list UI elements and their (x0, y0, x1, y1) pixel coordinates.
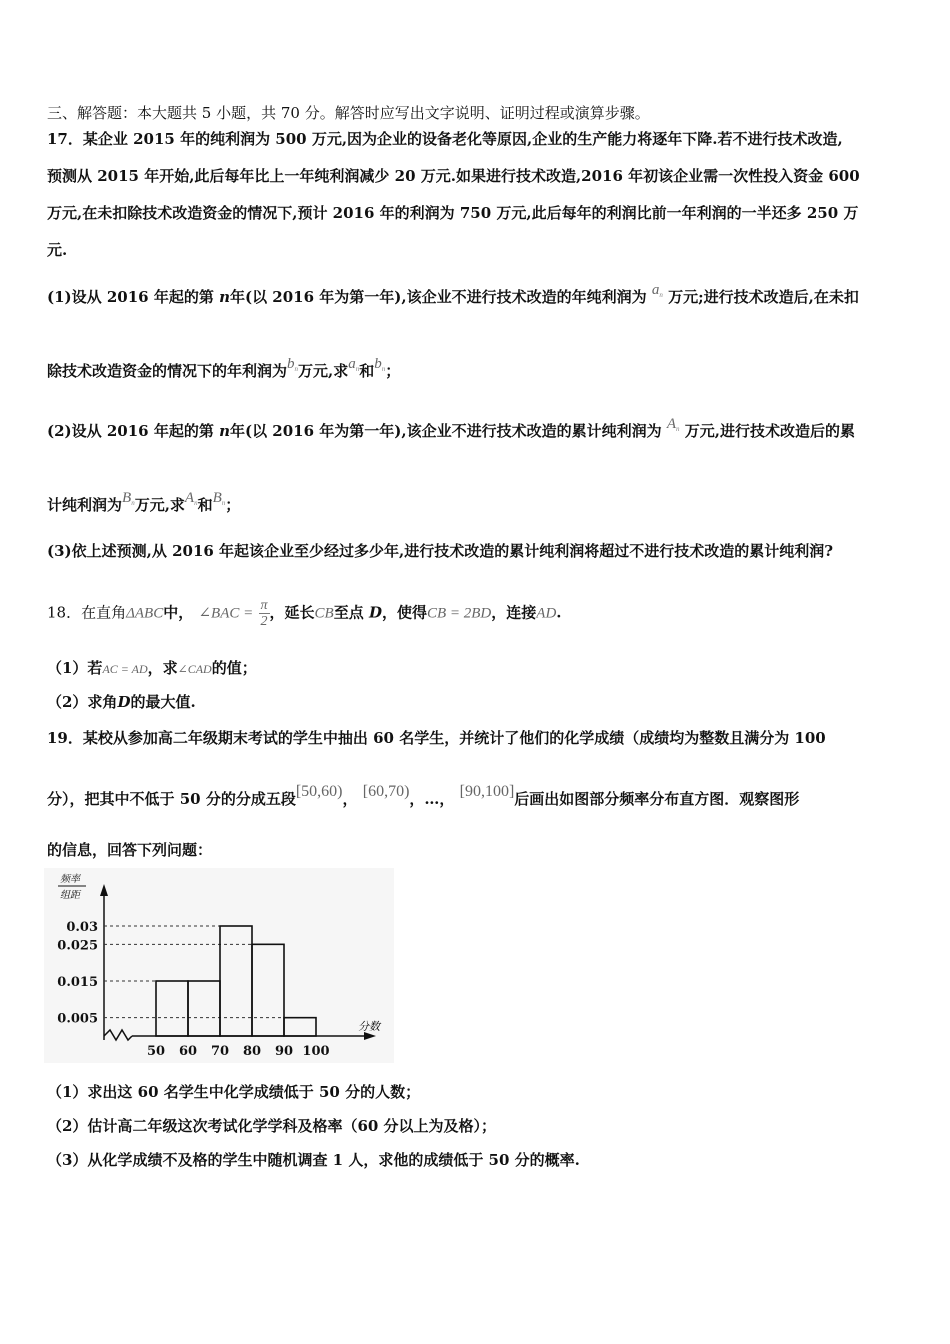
q19-sub1: （1）求出这 60 名学生中化学成绩低于 50 分的人数； (47, 1083, 421, 1101)
q18-sub2-text-b: 的最大值. (130, 693, 196, 711)
y-tick-0.005: 0.005 (57, 1011, 98, 1027)
math-B-n: $B_n$ (122, 490, 135, 507)
q19-text-b: 后画出如图部分频率分布直方图．观察图形 (514, 790, 800, 808)
q18-sub1-text-b: ，求 (147, 659, 178, 677)
q19-sub3: （3）从化学成绩不及格的学生中随机调查 1 人，求他的成绩低于 50 分的概率. (47, 1151, 580, 1169)
x-tick-100: 100 (302, 1044, 330, 1059)
q18-text-g: . (556, 603, 562, 622)
q17-line-2: 预测从 2015 年开始,此后每年比上一年纯利润减少 20 万元.如果进行技术改造,2016 年初该企业需一次性投入资金 600 (47, 167, 860, 185)
y-tick-0.03: 0.03 (66, 920, 98, 935)
math-ac-eq-ad: AC = AD (102, 662, 148, 676)
math-cb: CB (314, 605, 334, 622)
variable-n: n (219, 288, 230, 306)
q18-sub1-text-c: 的值； (211, 659, 257, 677)
x-tick-50: 50 (146, 1044, 166, 1059)
q18-sub1 (47, 658, 257, 679)
q19-line-3: 的信息，回答下列问题： (47, 841, 213, 859)
q18-sub2-text-a: （2）求角 (47, 693, 118, 711)
q17-part2-text-a: (2)设从 2016 年起的第 (47, 422, 214, 440)
q19-comma: ， (342, 790, 358, 808)
math-A-n: $A_n$ (666, 416, 680, 433)
math-a-n: $a_n$ (651, 282, 663, 299)
q18-stem (47, 598, 562, 629)
math-B-n-2: $B_n$ (212, 490, 226, 507)
q17-line-3: 万元,在未扣除技术改造资金的情况下,预计 2016 年的利润为 750 万元,此后每年的利润比前一年利润的一半还多 250 万 (47, 204, 859, 222)
math-cb-eq-2bd: CB = 2BD (426, 605, 492, 622)
y-axis-label-bottom: 组距 (60, 890, 80, 901)
q19-ellipsis: ，…， (409, 790, 455, 808)
point-d: D (368, 603, 382, 622)
q18-sub2 (47, 692, 196, 712)
q17-part2-line-1 (47, 416, 855, 447)
y-axis-label-top: 频率 (60, 874, 80, 885)
math-angle-cad: ∠CAD (177, 662, 212, 676)
q17-part1-line-1 (47, 282, 859, 313)
x-tick-70: 70 (210, 1044, 230, 1059)
q17-part1-and: 和 (359, 362, 375, 380)
q19-text-a: 分），把其中不低于 50 分的分成五段 (47, 790, 296, 808)
x-tick-80: 80 (242, 1044, 262, 1059)
x-tick-90: 90 (274, 1044, 294, 1059)
q19-line-2 (47, 783, 800, 810)
q18-text-e: ，使得 (381, 603, 427, 622)
q17-part2-semicolon: ； (225, 496, 241, 514)
histogram-background (44, 868, 394, 1063)
q18-sub1-text-a: （1）若 (47, 659, 103, 677)
frequency-histogram (44, 868, 394, 1063)
math-triangle-abc: ΔABC (126, 605, 164, 622)
math-A-n-2: $A_n$ (184, 490, 198, 507)
variable-n-2: n (219, 422, 230, 440)
interval-90-100: [90,100] (459, 783, 515, 800)
q17-part1-text-c: 万元;进行技术改造后,在未扣 (668, 288, 859, 306)
q17-part1-text-e: 万元,求 (298, 362, 349, 380)
math-fraction-pi-over-2: $\frac{\pi}{2}$ (260, 598, 268, 629)
q17-part2-line-2 (47, 490, 241, 521)
math-angle-bac: ∠BAC = (198, 605, 254, 622)
q17-part1-text-d: 除技术改造资金的情况下的年利润为 (47, 362, 288, 380)
q17-part2-text-e: 万元,求 (134, 496, 185, 514)
q19-line-1: 19．某校从参加高二年级期末考试的学生中抽出 60 名学生，并统计了他们的化学成绩（成绩均为整数且满分为 100 (47, 729, 826, 747)
q17-part1-text-a: (1)设从 2016 年起的第 (47, 288, 214, 306)
q17-part2-text-d: 计纯利润为 (47, 496, 123, 514)
q17-line-4: 元. (47, 241, 68, 259)
math-b-n-2: $b_n$ (374, 356, 386, 373)
math-b-n: $b_n$ (287, 356, 299, 373)
q17-part1-semicolon: ； (385, 362, 401, 380)
q17-part1-text-b: 年(以 2016 年为第一年),该企业不进行技术改造的年纯利润为 (229, 288, 647, 306)
q17-part2-text-c: 万元,进行技术改造后的累 (684, 422, 855, 440)
math-a-n-2: $a_n$ (348, 356, 360, 373)
q18-text-d: 至点 (333, 603, 364, 622)
q17-part1-line-2 (47, 356, 401, 387)
section-header: 三、解答题：本大题共 5 小题，共 70 分。解答时应写出文字说明、证明过程或演算步骤。 (47, 104, 650, 122)
q18-text-a: 18．在直角 (47, 603, 127, 622)
q17-part2-text-b: 年(以 2016 年为第一年),该企业不进行技术改造的累计纯利润为 (229, 422, 662, 440)
q18-text-b: 中， (163, 603, 194, 622)
q19-sub2: （2）估计高二年级这次考试化学学科及格率（60 分以上为及格）； (47, 1117, 497, 1135)
y-tick-0.025: 0.025 (57, 938, 98, 954)
q18-text-c: ，延长 (269, 603, 315, 622)
x-tick-60: 60 (178, 1044, 198, 1059)
q17-part2-and: 和 (197, 496, 213, 514)
math-ad: AD (536, 605, 557, 622)
y-tick-0.015: 0.015 (57, 975, 98, 990)
q17-line-1: 17．某企业 2015 年的纯利润为 500 万元,因为企业的设备老化等原因,企业的生产能力将逐年下降.若不进行技术改造, (47, 130, 843, 148)
interval-60-70: [60,70) (362, 783, 410, 800)
q17-part3: (3)依上述预测,从 2016 年起该企业至少经过多少年,进行技术改造的累计纯利润将超过不进行技术改造的累计纯利润? (47, 542, 834, 560)
x-axis-label: 分数 (358, 1020, 380, 1033)
q18-text-f: ，连接 (491, 603, 537, 622)
interval-50-60: [50,60) (295, 783, 343, 800)
angle-d: D (117, 693, 131, 711)
